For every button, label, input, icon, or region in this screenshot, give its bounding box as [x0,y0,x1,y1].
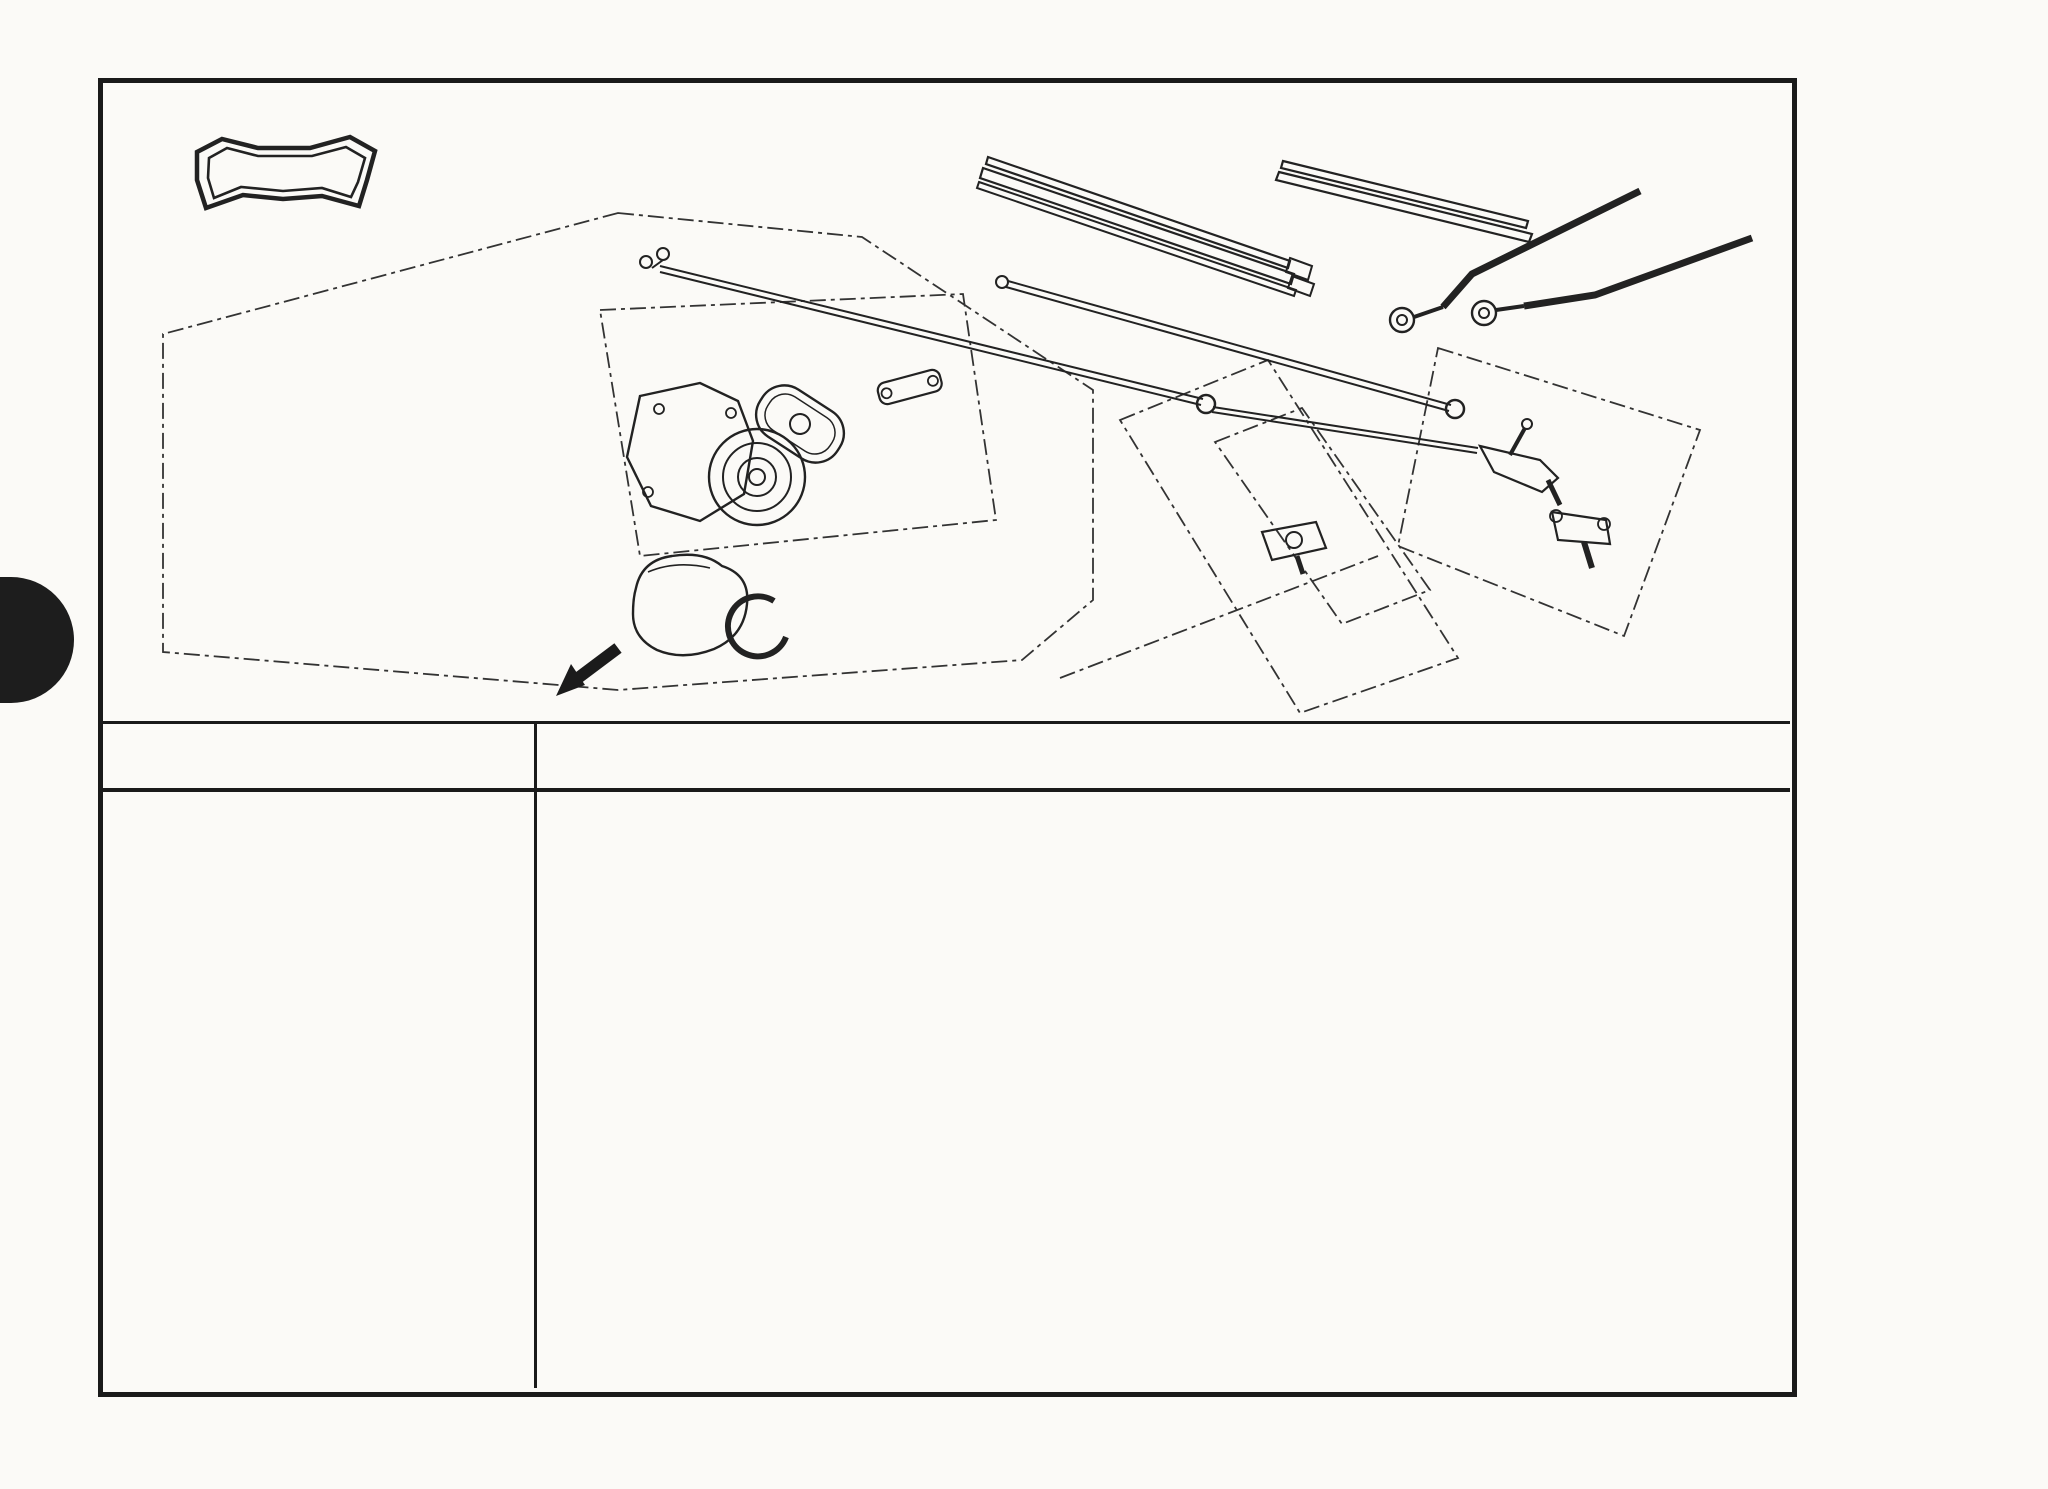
assembly-frame-3 [1120,360,1458,713]
assembly-frame-link [1060,556,1378,678]
plate-badge [197,137,375,208]
pivot-25-icon [1550,510,1610,568]
bracket-7-icon [876,368,944,406]
table-divider [534,721,537,1388]
wiper-blade-2-icon [1276,161,1532,242]
pivot-24-icon [1262,522,1326,574]
connecting-rod-icon [1212,407,1478,453]
link-9-icon [1480,419,1560,505]
table-top-rule [103,721,1790,724]
linkage-rod-16-icon [640,248,1215,413]
wiper-arm-29-icon [1390,191,1640,332]
wiper-motor-icon [627,383,805,525]
linkage-rod-17-icon [996,276,1464,418]
table-header-rule [103,788,1790,792]
assembly-frame-right [1398,348,1700,636]
cover-clip-icon [728,596,786,656]
wiper-blade-icon [977,157,1314,296]
